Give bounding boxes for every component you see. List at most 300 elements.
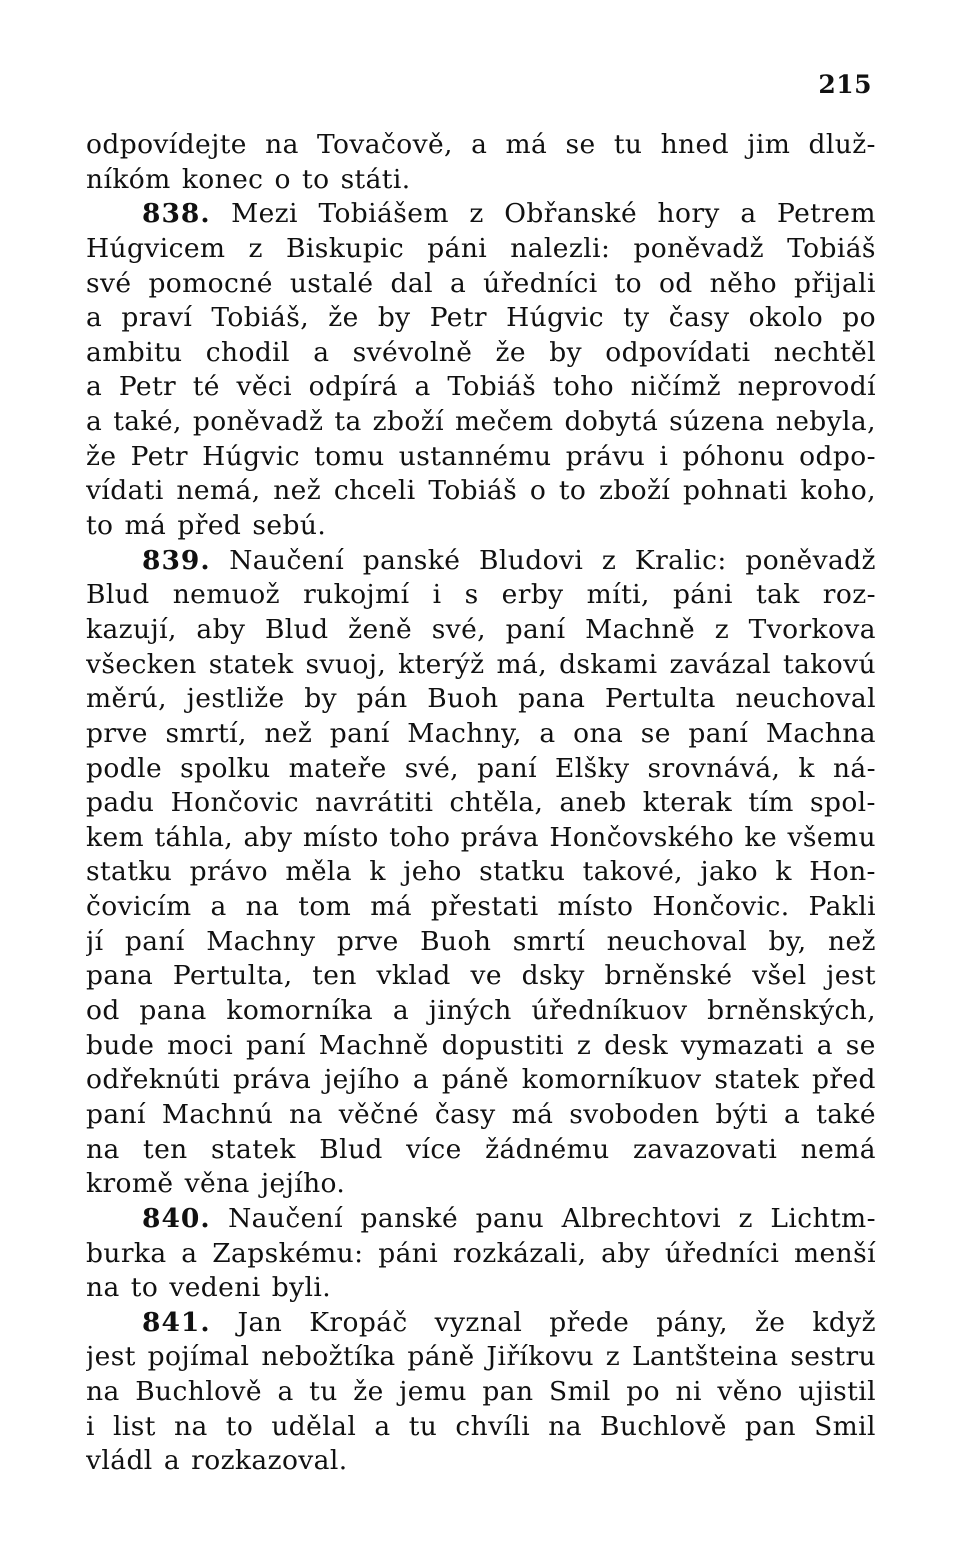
word: a: [86, 371, 103, 403]
word: aby: [196, 613, 246, 645]
word: jejího.: [260, 1168, 346, 1200]
word: časy: [668, 302, 730, 334]
text-line: [86, 1133, 876, 1168]
word: vídati: [86, 475, 164, 507]
word: přestati: [430, 891, 539, 923]
word: na: [86, 1272, 120, 1304]
word: ujistil: [798, 1376, 876, 1408]
word: na: [289, 1098, 323, 1130]
text-line: [86, 890, 876, 925]
word: ve: [470, 960, 502, 992]
word: ke: [744, 821, 778, 853]
word: všemu: [787, 821, 876, 853]
word: spolku: [180, 752, 271, 784]
text-line: [86, 1167, 876, 1202]
word: a: [449, 267, 467, 299]
page-text: [86, 128, 876, 1479]
word: vedeni: [169, 1272, 261, 1304]
text-line: [86, 336, 876, 371]
word: dsky: [521, 960, 585, 992]
word: statek: [208, 648, 294, 680]
text-line: [86, 1098, 876, 1133]
word: Blud: [319, 1133, 383, 1165]
word: kem: [86, 821, 145, 853]
text-line: [86, 163, 876, 198]
word: dopustiti: [441, 1029, 565, 1061]
word: odřeknúti: [86, 1064, 221, 1096]
text-line: [86, 1340, 876, 1375]
word: vklad: [376, 960, 451, 992]
word: a: [414, 371, 431, 403]
word: odpírá: [308, 371, 398, 403]
word: před: [812, 1064, 876, 1096]
word: Petrem: [777, 198, 876, 230]
word: mateře: [288, 752, 387, 784]
word: Húgvic: [506, 302, 604, 334]
word: paní: [124, 925, 185, 957]
text-line: [86, 1202, 876, 1237]
word: páně: [441, 1064, 509, 1096]
word: tomu: [314, 440, 385, 472]
word: právo: [189, 856, 268, 888]
word: jeho: [403, 856, 462, 888]
word: desk: [604, 1029, 669, 1061]
word: erby: [501, 579, 564, 611]
word: úředníci: [664, 1237, 780, 1269]
word: tak: [755, 579, 800, 611]
word: Tovačově,: [317, 129, 453, 160]
word: aby: [601, 1237, 651, 1269]
word: a: [374, 1410, 391, 1442]
word: udělal: [271, 1410, 357, 1442]
word: tu: [408, 1410, 438, 1442]
word: úředníkuov: [531, 995, 688, 1027]
word: o: [529, 475, 547, 507]
word: že: [353, 1376, 384, 1408]
word: i: [86, 1410, 95, 1442]
word: toho: [389, 821, 451, 853]
text-line: [86, 682, 876, 717]
word: věna: [184, 1168, 250, 1200]
word: vymazati: [680, 1029, 804, 1061]
text-line: [86, 474, 876, 509]
word: kromě: [86, 1168, 174, 1200]
word: pana: [139, 995, 207, 1027]
word: brněnské: [604, 960, 733, 992]
word: aneb: [559, 787, 627, 819]
word: páni: [672, 579, 733, 611]
word: ženě: [348, 613, 413, 645]
word: Kralic:: [634, 544, 727, 576]
word: poněvadž: [745, 544, 876, 576]
word: a: [412, 1064, 430, 1096]
word: má: [370, 891, 412, 923]
text-line: [86, 128, 876, 163]
word: když: [812, 1306, 876, 1338]
word: panu: [475, 1202, 545, 1234]
word: býti: [715, 1098, 769, 1130]
word: panské: [360, 1202, 459, 1234]
word: panské: [362, 544, 461, 576]
word: má: [511, 1098, 554, 1130]
word: více: [406, 1133, 462, 1165]
page-number: 215: [818, 70, 872, 99]
word: z: [605, 1341, 621, 1373]
text-line: [86, 786, 876, 821]
word: dobytá: [564, 406, 659, 438]
word: Pakli: [808, 891, 876, 923]
word: navrátiti: [315, 787, 434, 819]
word: zboží: [372, 406, 444, 438]
word: prve: [86, 717, 148, 749]
word: i: [659, 440, 669, 472]
word: toho: [552, 371, 615, 403]
text-line: [86, 1375, 876, 1410]
word: ta: [334, 406, 362, 438]
word: přede: [549, 1306, 630, 1338]
word: Blud: [86, 579, 150, 611]
word: Machna: [765, 717, 876, 749]
text-line: [86, 1271, 876, 1306]
word: Húgvicem: [86, 232, 226, 264]
word: Buchlově: [600, 1410, 727, 1442]
word: pana: [86, 960, 154, 992]
word: statku: [86, 856, 173, 888]
word: by: [549, 336, 583, 368]
word: své: [86, 267, 132, 299]
word: Elšky: [555, 752, 630, 784]
word: a: [392, 995, 410, 1027]
text-line: [86, 1410, 876, 1445]
word: a: [277, 1376, 294, 1408]
word: níkóm: [86, 163, 171, 195]
word: k: [369, 856, 386, 888]
word: Mezi: [231, 198, 298, 230]
word: Buoh: [427, 683, 499, 715]
word: čovicím: [86, 891, 192, 923]
word: své,: [431, 613, 486, 645]
word: takovú: [783, 648, 876, 680]
word: a: [471, 129, 488, 160]
word: nechtěl: [773, 336, 876, 368]
word: praví: [121, 302, 193, 334]
word: něho: [709, 267, 778, 299]
word: k: [798, 752, 815, 784]
word: na: [245, 891, 280, 923]
word: paní: [86, 1098, 146, 1130]
word: takové,: [582, 856, 684, 888]
word: hned: [660, 129, 729, 160]
word: Tvorkova: [748, 613, 876, 645]
text-line: [86, 197, 876, 232]
word: póhonu: [682, 440, 785, 472]
word: se: [640, 717, 671, 749]
text-line: [86, 509, 876, 544]
word: ten: [143, 1133, 188, 1165]
word: se: [845, 1029, 876, 1061]
word: než: [827, 925, 876, 957]
word: ustannému: [398, 440, 552, 472]
word: se: [565, 129, 596, 160]
word: spol-: [809, 787, 876, 819]
word: věno: [717, 1376, 783, 1408]
word: rozkazoval.: [191, 1445, 348, 1477]
text-line: [86, 405, 876, 440]
word: to: [130, 1272, 159, 1304]
word: to: [302, 163, 330, 195]
word: Buoh: [420, 925, 492, 957]
word: ona: [573, 717, 624, 749]
word: pohnati: [682, 475, 788, 507]
word: tu: [613, 129, 643, 160]
word: to: [86, 510, 114, 542]
text-line: [86, 1029, 876, 1064]
word: místo: [302, 821, 379, 853]
word: a: [86, 406, 103, 438]
word: neprovodí: [737, 371, 876, 403]
word: z: [469, 198, 484, 230]
word: byli.: [271, 1272, 332, 1304]
entry-number: 838.: [142, 198, 211, 230]
word: paní: [329, 717, 390, 749]
word: Blud: [264, 613, 329, 645]
word: po: [842, 302, 876, 334]
word: než: [264, 717, 313, 749]
word: Smil: [814, 1410, 876, 1442]
word: Petr: [118, 371, 177, 403]
entry-number: 840.: [142, 1202, 211, 1234]
word: dal: [390, 267, 433, 299]
word: aby: [243, 821, 293, 853]
word: zavázal: [669, 648, 772, 680]
word: svuoj,: [305, 648, 387, 680]
word: Petr: [130, 440, 188, 472]
text-line: [86, 613, 876, 648]
word: časy: [434, 1098, 496, 1130]
word: na: [86, 1133, 120, 1165]
word: a: [313, 336, 330, 368]
word: přijali: [794, 267, 876, 299]
text-line: [86, 267, 876, 302]
word: o: [274, 163, 291, 195]
word: a: [539, 717, 556, 749]
word: že: [328, 302, 359, 334]
word: té: [192, 371, 220, 403]
word: poněvadž: [192, 406, 324, 438]
word: zboží: [598, 475, 671, 507]
word: súzena: [669, 406, 765, 438]
word: konec: [181, 163, 264, 195]
word: brněnských,: [707, 995, 876, 1027]
word: než: [273, 475, 322, 507]
text-line: [86, 1444, 876, 1479]
word: Tobiášem: [318, 198, 449, 230]
word: by: [377, 302, 411, 334]
word: Tobiáš: [447, 371, 537, 403]
word: statek: [211, 1133, 296, 1165]
word: a: [86, 302, 103, 334]
word: Petr: [429, 302, 487, 334]
word: táhla,: [154, 821, 234, 853]
word: a: [210, 891, 227, 923]
word: věčné: [338, 1098, 419, 1130]
text-line: [86, 1063, 876, 1098]
text-line: [86, 855, 876, 890]
word: tom: [298, 891, 352, 923]
word: Lantšteina: [632, 1341, 779, 1373]
word: má: [505, 129, 548, 160]
word: a: [181, 1237, 198, 1269]
word: Lichtm-: [770, 1202, 876, 1234]
word: roz-: [822, 579, 876, 611]
word: nemá: [800, 1133, 876, 1165]
word: vyznal: [434, 1306, 523, 1338]
word: z: [738, 1202, 753, 1234]
word: Machně: [318, 1029, 429, 1061]
word: tím: [748, 787, 794, 819]
word: koho,: [800, 475, 876, 507]
word: má: [124, 510, 167, 542]
word: i: [432, 579, 442, 611]
text-line: [86, 301, 876, 336]
word: poněvadž: [633, 232, 765, 264]
word: statku: [479, 856, 566, 888]
word: také,: [113, 406, 182, 438]
text-line: [86, 752, 876, 787]
word: paní: [246, 1029, 306, 1061]
word: práva: [233, 1064, 312, 1096]
word: pány,: [656, 1306, 728, 1338]
word: státi.: [340, 163, 411, 195]
word: Hončovského: [549, 821, 735, 853]
word: Tobiáš,: [211, 302, 310, 334]
entry-number: 841.: [142, 1306, 211, 1338]
word: jiných: [428, 995, 512, 1027]
word: sebú.: [252, 510, 327, 542]
word: srovnává,: [647, 752, 781, 784]
text-line: [86, 578, 876, 613]
word: Buchlově: [135, 1376, 262, 1408]
word: nemá,: [176, 475, 261, 507]
word: neuchoval: [606, 925, 748, 957]
word: jí: [86, 925, 104, 957]
text-line: [86, 821, 876, 856]
word: Machně: [585, 613, 696, 645]
word: ambitu: [86, 336, 183, 368]
word: práva: [460, 821, 539, 853]
word: ni: [675, 1376, 702, 1408]
word: odpovídejte: [86, 129, 247, 160]
word: zavazovati: [632, 1133, 778, 1165]
word: Albrechtovi: [561, 1202, 721, 1234]
word: sestru: [790, 1341, 876, 1373]
word: s: [464, 579, 479, 611]
word: nemuož: [172, 579, 280, 611]
word: burka: [86, 1237, 167, 1269]
word: podle: [86, 752, 163, 784]
word: prve: [336, 925, 399, 957]
word: Hončovic: [170, 787, 300, 819]
word: Machny: [206, 925, 316, 957]
word: bude: [86, 1029, 155, 1061]
word: jejího: [324, 1064, 401, 1096]
word: ty: [623, 302, 650, 334]
word: páni: [427, 232, 488, 264]
word: pana: [518, 683, 586, 715]
word: moci: [167, 1029, 234, 1061]
word: tu: [309, 1376, 338, 1408]
word: jako: [700, 856, 759, 888]
word: paní: [688, 717, 749, 749]
word: Smil: [548, 1376, 611, 1408]
word: kterýž: [398, 648, 485, 680]
word: z: [576, 1029, 592, 1061]
word: všecken: [86, 648, 197, 680]
word: jest: [86, 1341, 136, 1373]
word: že: [86, 440, 117, 472]
word: před: [177, 510, 242, 542]
word: jemu: [399, 1376, 467, 1408]
word: ničímž: [630, 371, 722, 403]
word: Tobiáš: [787, 232, 876, 264]
word: ten: [312, 960, 357, 992]
word: neuchoval: [735, 683, 876, 715]
word: statek: [714, 1064, 800, 1096]
word: chvíli: [455, 1410, 531, 1442]
word: místo: [557, 891, 634, 923]
word: by,: [768, 925, 807, 957]
text-line: [86, 717, 876, 752]
word: mečem: [454, 406, 554, 438]
word: měrú,: [86, 683, 167, 715]
word: rukojmí: [303, 579, 410, 611]
word: Jiříkovu: [486, 1341, 594, 1373]
word: nebožtíka: [261, 1341, 396, 1373]
word: na: [548, 1410, 582, 1442]
word: Obřanské: [504, 198, 638, 230]
word: Machnú: [161, 1098, 274, 1130]
word: všel: [752, 960, 807, 992]
word: z: [248, 232, 263, 264]
word: to: [558, 475, 587, 507]
word: na: [265, 129, 299, 160]
word: Naučení: [228, 1202, 343, 1234]
word: chodil: [205, 336, 290, 368]
word: že: [754, 1306, 786, 1338]
word: věci: [236, 371, 293, 403]
word: Machny,: [407, 717, 522, 749]
word: by: [304, 683, 337, 715]
word: svoboden: [569, 1098, 700, 1130]
word: dluž-: [808, 129, 876, 160]
word: rozkázali,: [452, 1237, 587, 1269]
word: to: [614, 267, 642, 299]
text-line: [86, 925, 876, 960]
word: také: [816, 1098, 876, 1130]
word: to: [225, 1410, 254, 1442]
text-line: [86, 648, 876, 683]
word: k: [775, 856, 792, 888]
word: od: [658, 267, 693, 299]
word: Jan: [237, 1306, 283, 1338]
word: paní: [505, 613, 566, 645]
word: dskami: [559, 648, 658, 680]
word: na: [86, 1376, 120, 1408]
word: Hončovic.: [652, 891, 790, 923]
text-line: [86, 1306, 876, 1341]
text-line: [86, 994, 876, 1029]
word: hory: [657, 198, 720, 230]
